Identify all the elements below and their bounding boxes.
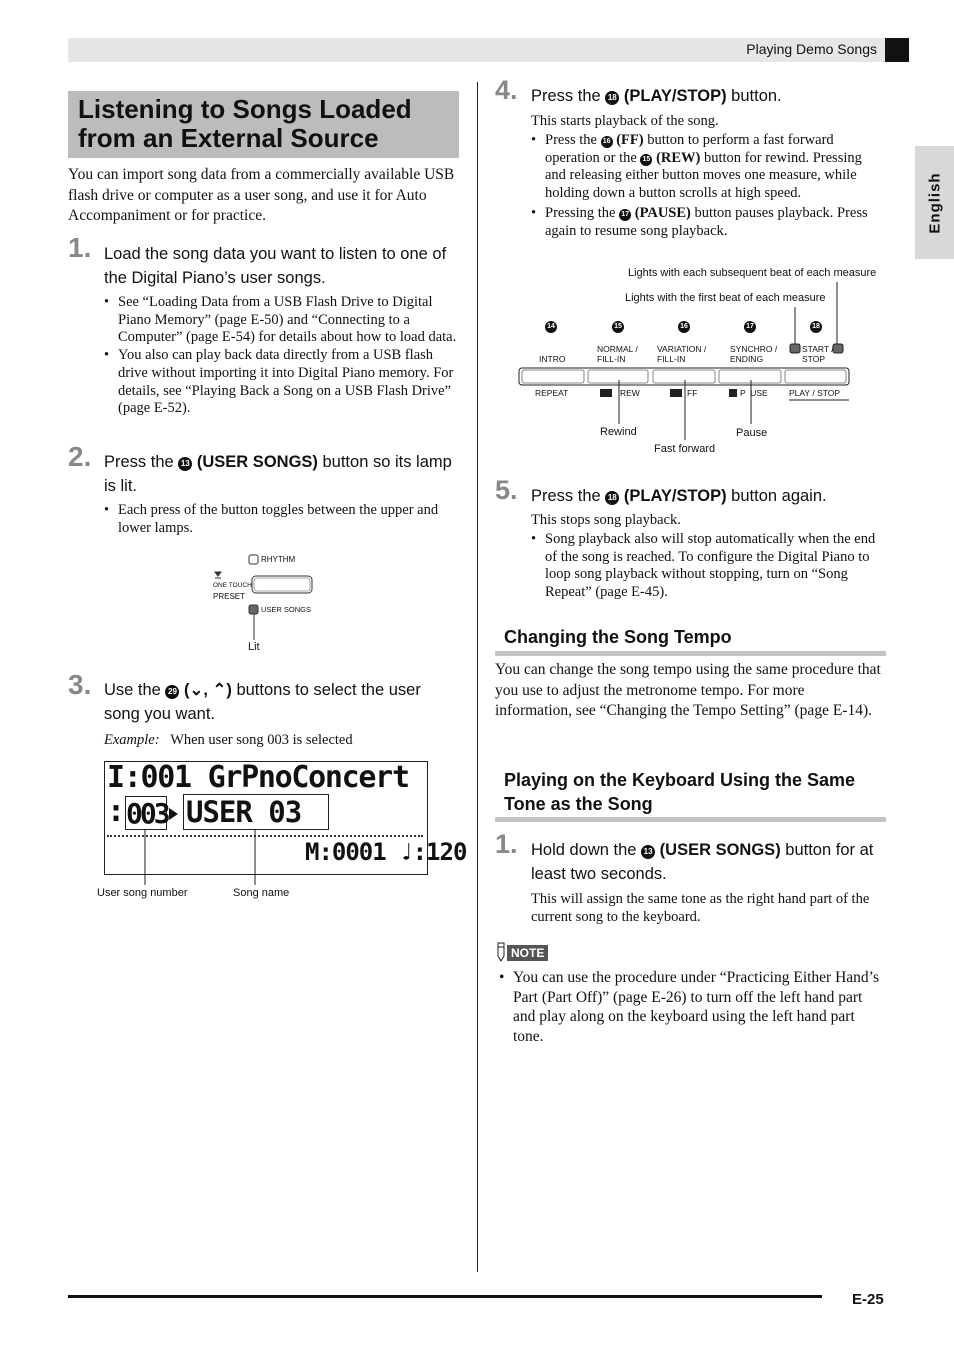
button-18-icon: 18: [605, 91, 619, 105]
step-4-bullets: [531, 132, 883, 240]
note-label: NOTE: [507, 945, 548, 961]
pause-callout: Pause: [736, 427, 768, 439]
step-5-bullet: • Song playback also will stop automatically when the end of the song is reached. To configure the Digital Piano to loop song playback without stopping, turn on “Song Repeat” (page E-45).: [531, 531, 883, 602]
fast-forward-callout: Fast forward: [654, 443, 716, 455]
running-header-text: Playing Demo Songs: [746, 41, 877, 57]
rew-label: REW: [620, 388, 640, 398]
step-3-number: 3.: [68, 669, 92, 700]
chevron-up-icon: ⌃: [212, 681, 227, 699]
button-29-icon: 29: [165, 685, 179, 699]
step-2-number: 2.: [68, 441, 92, 472]
normal-label: NORMAL /: [597, 344, 638, 354]
footer-rule: [68, 1295, 822, 1298]
fill-in-label: FILL-IN: [657, 354, 686, 364]
step-1-bullets: [104, 294, 460, 418]
keyboard-heading-rule: [495, 817, 886, 822]
step-5-text: Press the 18 (PLAY/STOP) button again.: [531, 487, 827, 505]
lcd-user-song-number: 003: [126, 797, 168, 830]
step-3-text: Use the 29 (⌄, ⌃) buttons to select the user song you want.: [104, 681, 421, 723]
variation-label: VARIATION /: [657, 344, 707, 354]
lcd-song-name: USER 03: [183, 794, 329, 830]
subsequent-beat-callout: Lights with each subsequent beat of each measure: [628, 267, 877, 279]
button-17-icon: 17: [619, 209, 631, 221]
one-touch-label: ONE TOUCH: [213, 582, 252, 589]
fill-in-label: FILL-IN: [597, 354, 626, 364]
button-15-icon: 15: [612, 321, 624, 333]
rhythm-label: RHYTHM: [261, 555, 296, 564]
step-5-bullets: [531, 531, 883, 602]
header-block: [885, 38, 909, 62]
lcd-callout-lines: [100, 830, 300, 890]
step-4-bullet: • Pressing the 17 (PAUSE) button pauses playback. Press again to resume song playback.: [531, 205, 883, 240]
lit-callout: Lit: [248, 641, 260, 653]
note-bullet: • You can use the procedure under “Practicing Either Hand’s Part (Part Off)” (page E-26) to turn off the left hand part and play along on the keyboard using the left hand part tone.: [499, 968, 885, 1046]
preset-label: PRESET: [213, 592, 246, 601]
playback-panel-figure: [515, 262, 885, 462]
running-header: [68, 38, 885, 62]
button-13-icon: 13: [178, 457, 192, 471]
section-title-box: [68, 91, 459, 158]
button-13-icon: 13: [641, 845, 655, 859]
intro-label: INTRO: [539, 354, 566, 364]
button-18-icon: 18: [810, 321, 822, 333]
button-18-icon: 18: [605, 491, 619, 505]
language-tab-label: English: [926, 171, 943, 234]
step-2-bullet: • Each press of the button toggles between the upper and lower lamps.: [104, 502, 454, 537]
step-1-text: Load the song data you want to listen to one of the Digital Piano’s user songs.: [104, 245, 447, 287]
lcd-row-1: I:001 GrPnoConcert: [107, 760, 409, 795]
step-5-number: 5.: [495, 475, 518, 505]
step-1-bullet: • You also can play back data directly from a USB flash drive without importing it into Digital Piano memory. For details, see “Playing Back a Song on a USB Flash Drive” (page E-52).: [104, 347, 460, 418]
chevron-down-icon: ⌄: [189, 681, 204, 699]
user-songs-button-figure: [205, 550, 325, 660]
keyboard-step-number: 1.: [495, 829, 518, 859]
lcd-row-3: M:0001 ♩:120: [305, 838, 467, 866]
song-name-callout: Song name: [233, 887, 290, 899]
button-16-icon: 16: [678, 321, 690, 333]
pause-label: P USE: [740, 388, 768, 398]
user-song-number-callout: User song number: [97, 887, 188, 899]
step-2-bullets: [104, 502, 454, 537]
column-divider: [477, 82, 478, 1272]
keyboard-step-text: Hold down the 13 (USER SONGS) button for at least two seconds.: [531, 841, 874, 883]
section-title: Listening to Songs Loaded from an External Source: [78, 94, 412, 153]
tempo-paragraph: You can change the song tempo using the same procedure that you use to adjust the metronome tempo. For more information, see “Changing the Tempo Setting” (page E-14).: [495, 661, 881, 719]
step-1-number: 1.: [68, 232, 92, 263]
play-arrow-icon: [169, 808, 178, 820]
stop-label: STOP: [802, 354, 825, 364]
step-4-bullet: • Press the 16 (FF) button to perform a fast forward operation or the 15 (REW) button for rewind. Pressing and releasing either button moves one measure, while holding down a button scrolls at high speed.: [531, 132, 883, 203]
first-beat-callout: Lights with the first beat of each measure: [625, 292, 826, 304]
step-4-number: 4.: [495, 75, 518, 105]
language-tab: [915, 146, 954, 259]
ending-label: ENDING: [730, 354, 764, 364]
step-4-text: Press the 18 (PLAY/STOP) button.: [531, 87, 782, 105]
pencil-icon: [495, 942, 507, 962]
example-line: Example: When user song 003 is selected: [104, 732, 353, 748]
step-2-text: Press the 13 (USER SONGS) button so its lamp is lit.: [104, 453, 452, 495]
lcd-row-2-prefix: :: [107, 794, 126, 829]
button-16-icon: 16: [601, 136, 613, 148]
button-14-icon: 14: [545, 321, 557, 333]
step-4-desc: This starts playback of the song.: [531, 113, 719, 129]
synchro-label: SYNCHRO /: [730, 344, 778, 354]
user-songs-label: USER SONGS: [261, 605, 312, 614]
keyboard-heading: Playing on the Keyboard Using the Same Tone as the Song: [504, 770, 856, 814]
tempo-heading-rule: [495, 651, 886, 656]
step-1-bullet: • See “Loading Data from a USB Flash Drive to Digital Piano Memory” (page E-50) and “Connecting to a Computer” (page E-54) for details about how to load data.: [104, 294, 460, 347]
play-stop-label: PLAY / STOP: [789, 388, 841, 398]
page-number: E-25: [852, 1291, 884, 1308]
start-label: START /: [802, 344, 834, 354]
tempo-heading: Changing the Song Tempo: [504, 627, 732, 647]
note-bullets: [499, 968, 885, 1046]
button-15-icon: 15: [640, 154, 652, 166]
intro-paragraph: You can import song data from a commercially available USB flash drive or computer as a user song, and use it for Auto Accompaniment or for practice.: [68, 166, 455, 224]
rewind-callout: Rewind: [600, 426, 637, 438]
step-5-desc: This stops song playback.: [531, 512, 681, 528]
repeat-label: REPEAT: [535, 388, 569, 398]
button-17-icon: 17: [744, 321, 756, 333]
ff-label: FF: [687, 388, 698, 398]
keyboard-step-desc: This will assign the same tone as the right hand part of the current song to the keyboard.: [531, 891, 870, 925]
